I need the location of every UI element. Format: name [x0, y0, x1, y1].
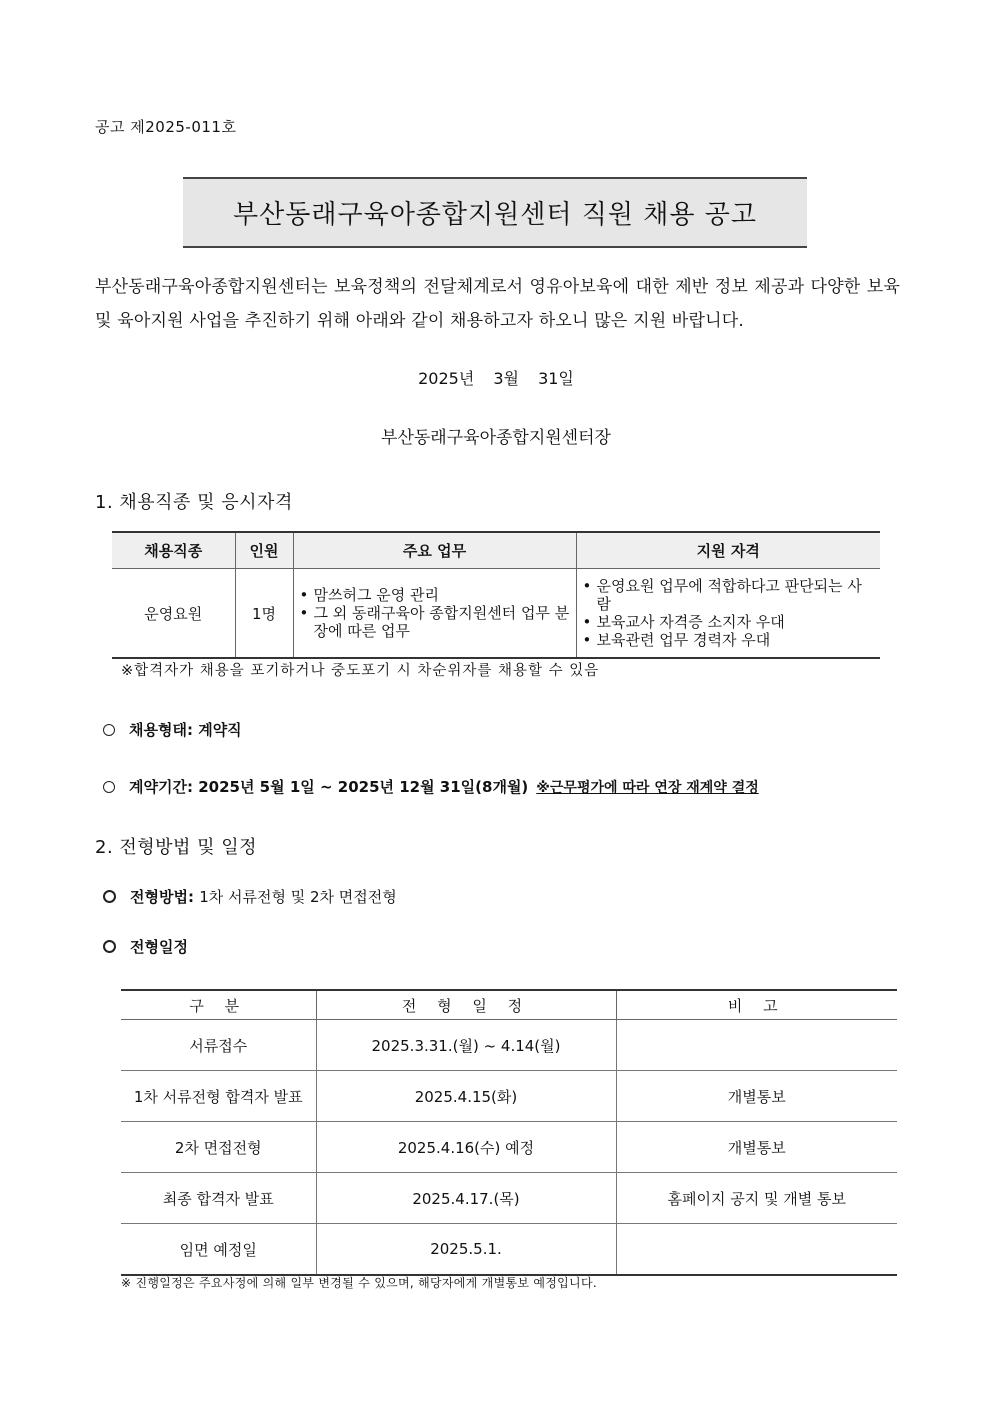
header-remarks: 비 고 [616, 990, 897, 1020]
header-count: 인원 [235, 532, 293, 569]
title-banner [183, 177, 807, 248]
employment-type-line [103, 719, 242, 740]
circle-bullet-icon [103, 940, 116, 953]
schedule-cell: 2025.3.31.(월) ~ 4.14(월) [316, 1020, 616, 1071]
count-cell: 1명 [235, 569, 293, 659]
section1-heading: 1. 채용직종 및 응시자격 [95, 492, 293, 513]
job-table [112, 531, 880, 659]
duty-item: • 그 외 동래구육아 종합지원센터 업무 분장에 따른 업무 [300, 604, 570, 640]
qualification-item: • 보육관련 업무 경력자 우대 [583, 631, 875, 649]
qualifications-cell [576, 569, 880, 659]
contract-value: 2025년 5월 1일 ~ 2025년 12월 31일(8개월) [198, 778, 529, 796]
qualification-item: • 운영요원 업무에 적합하다고 판단되는 사람 [583, 577, 875, 613]
section2-heading: 2. 전형방법 및 일정 [95, 837, 258, 858]
announcement-date: 2025년 3월 31일 [418, 369, 574, 388]
schedule-cell: 2025.4.17.(목) [316, 1173, 616, 1224]
header-job: 채용직종 [112, 532, 235, 569]
qualification-item: • 보육교사 자격증 소지자 우대 [583, 613, 875, 631]
circle-bullet-icon [103, 781, 115, 793]
remarks-cell: 개별통보 [616, 1122, 897, 1173]
notice-number: 공고 제2025-011호 [95, 118, 237, 136]
table-row [121, 1122, 897, 1173]
schedule-note: ※ 진행일정은 주요사정에 의해 일부 변경될 수 있으며, 해당자에게 개별통보 예정입니다. [121, 1276, 597, 1290]
duties-cell [293, 569, 576, 659]
method-line [103, 886, 397, 907]
contract-line [103, 776, 759, 797]
header-category: 구 분 [121, 990, 316, 1020]
schedule-cell: 2025.4.16(수) 예정 [316, 1122, 616, 1173]
schedule-table-header [121, 990, 897, 1020]
issuer: 부산동래구육아종합지원센터장 [381, 428, 611, 448]
schedule-cell: 2025.4.15(화) [316, 1071, 616, 1122]
circle-bullet-icon [103, 724, 115, 736]
header-duties: 주요 업무 [293, 532, 576, 569]
table-row [121, 1020, 897, 1071]
employment-type-value: 계약직 [198, 721, 242, 739]
page-title: 부산동래구육아종합지원센터 직원 채용 공고 [233, 200, 757, 230]
remarks-cell: 홈페이지 공지 및 개별 통보 [616, 1173, 897, 1224]
header-schedule: 전 형 일 정 [316, 990, 616, 1020]
category-cell: 서류접수 [121, 1020, 316, 1071]
category-cell: 임면 예정일 [121, 1224, 316, 1276]
table-row [121, 1224, 897, 1276]
schedule-cell: 2025.5.1. [316, 1224, 616, 1276]
schedule-label: 전형일정 [130, 938, 188, 956]
intro-paragraph: 부산동래구육아종합지원센터는 보육정책의 전달체계로서 영유아보육에 대한 제반 정보 제공과 다양한 보육 및 육아지원 사업을 추진하기 위해 아래와 같이 채용하고자 하오니 많은 지원 바랍니다. [95, 277, 900, 331]
circle-bullet-icon [103, 890, 116, 903]
contract-label: 계약기간: [129, 778, 193, 796]
remarks-cell [616, 1020, 897, 1071]
method-label: 전형방법: [130, 888, 194, 906]
category-cell: 2차 면접전형 [121, 1122, 316, 1173]
job-table-header [112, 532, 880, 569]
header-qualifications: 지원 자격 [576, 532, 880, 569]
remarks-cell: 개별통보 [616, 1071, 897, 1122]
method-value: 1차 서류전형 및 2차 면접전형 [199, 888, 397, 906]
category-cell: 1차 서류전형 합격자 발표 [121, 1071, 316, 1122]
schedule-table [121, 989, 897, 1276]
schedule-line [103, 936, 188, 957]
employment-type-label: 채용형태: [129, 721, 193, 739]
job-table-row [112, 569, 880, 659]
table-row [121, 1173, 897, 1224]
table-row [121, 1071, 897, 1122]
contract-note: ※근무평가에 따라 연장 재계약 결정 [536, 779, 759, 796]
job-note: ※합격자가 채용을 포기하거나 중도포기 시 차순위자를 채용할 수 있음 [121, 663, 600, 679]
job-cell: 운영요원 [112, 569, 235, 659]
category-cell: 최종 합격자 발표 [121, 1173, 316, 1224]
duty-item: • 맘쓰허그 운영 관리 [300, 586, 570, 604]
remarks-cell [616, 1224, 897, 1276]
